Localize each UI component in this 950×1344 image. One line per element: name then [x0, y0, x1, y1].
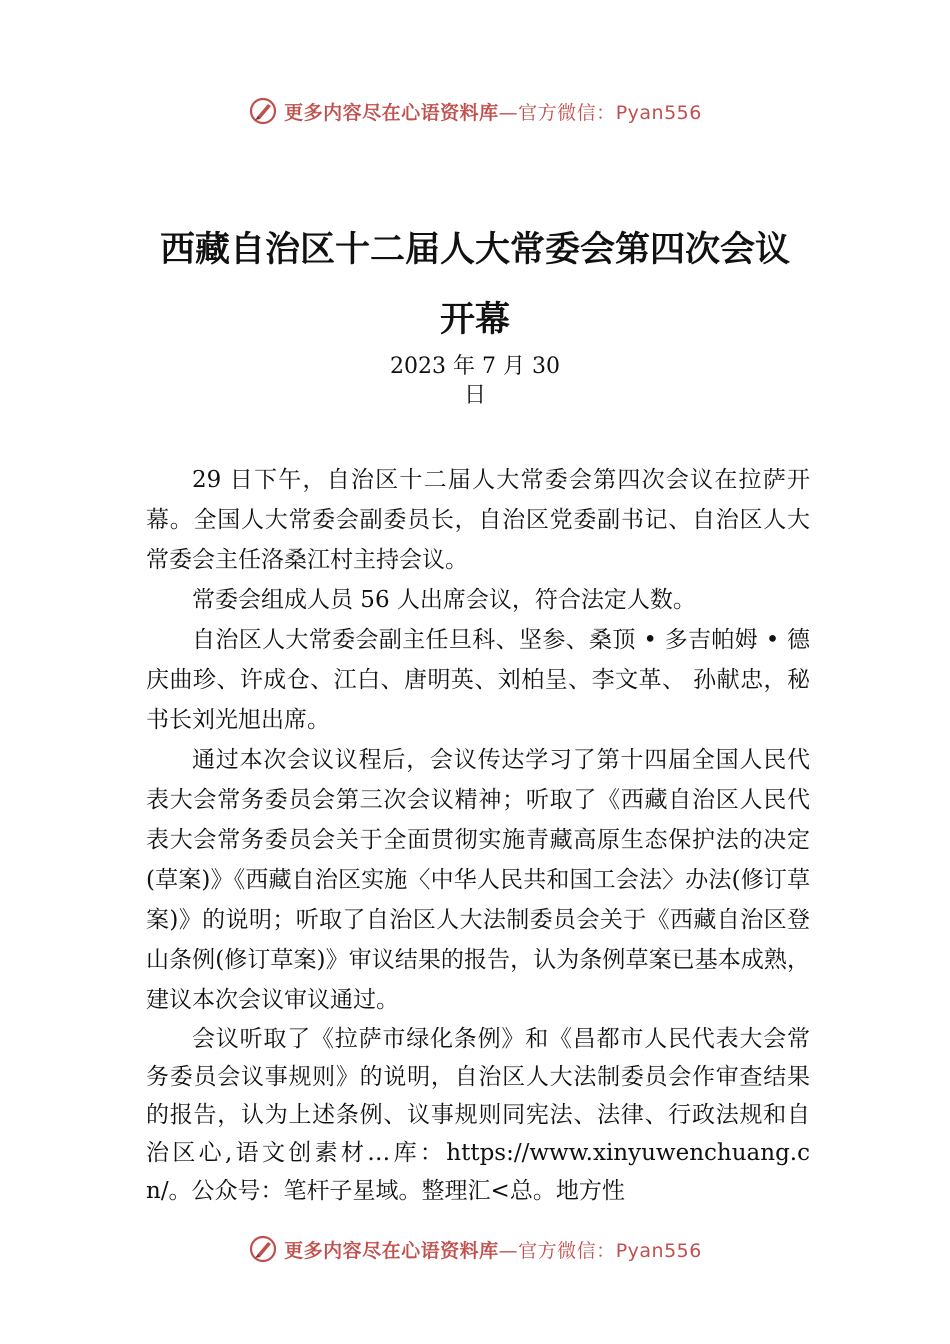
paragraph-3: 自治区人大常委会副主任旦科、坚参、桑顶 • 多吉帕姆 • 德庆曲珍、许成仓、江白、唐明英、刘柏呈、李文革、 孙献忠，秘书长刘光旭出席。 [146, 627, 810, 733]
publish-date [0, 352, 950, 410]
watermark-brand: 更多内容尽在心语资料库 [284, 1239, 499, 1262]
pen-logo-icon [248, 1234, 278, 1264]
date-line2: 日 [463, 383, 486, 408]
page-title-line1: 西藏自治区十二届人大常委会第四次会议 [159, 229, 790, 270]
watermark-brand: 更多内容尽在心语资料库 [284, 101, 499, 124]
paragraph-4: 通过本次会议议程后，会议传达学习了第十四届全国人民代表大会常务委员会第三次会议精神；听取了《西藏自治区人民代表大会常务委员会关于全面贯彻实施青藏高原生态保护法的决定(草案)》《西藏自治区实施〈中华人民共和国工会法〉办法(修订草案)》的说明；听取了自治区人大法制委员会关于《西藏自治区登山条例(修订草案)》审议结果的报告，认为条例草案已基本成熟，建议本次会议审议通过。 [146, 747, 810, 1013]
footer-watermark [0, 1234, 950, 1264]
paragraph-5: 会议听取了《拉萨市绿化条例》和《昌都市人民代表大会常务委员会议事规则》的说明，自治区人大法制委员会作审查结果的报告，认为上述条例、议事规则同宪法、法律、行政法规和自治区心,语文创素材…库：https://www.xinyuwenchuang.cn/。公众号：笔杆子星域。整理汇<总。地方性 [146, 1026, 810, 1204]
page-title-line2: 开幕 [439, 299, 510, 340]
header-watermark [0, 96, 950, 126]
article-body [146, 460, 810, 1210]
paragraph-2: 常委会组成人员 56 人出席会议，符合法定人数。 [192, 587, 696, 613]
watermark-wechat-id: Pyan556 [615, 1239, 702, 1262]
paragraph-1: 29 日下午，自治区十二届人大常委会第四次会议在拉萨开幕。全国人大常委会副委员长，自治区党委副书记、自治区人大常委会主任洛桑江村主持会议。 [146, 467, 810, 573]
watermark-wechat-label: 官方微信： [518, 1239, 616, 1262]
watermark-wechat-id: Pyan556 [615, 101, 702, 124]
watermark-separator: — [498, 1239, 519, 1262]
date-line1: 2023 年 7 月 30 [390, 354, 560, 379]
watermark-wechat-label: 官方微信： [518, 101, 616, 124]
pen-logo-icon [248, 96, 278, 126]
watermark-separator: — [498, 101, 519, 124]
